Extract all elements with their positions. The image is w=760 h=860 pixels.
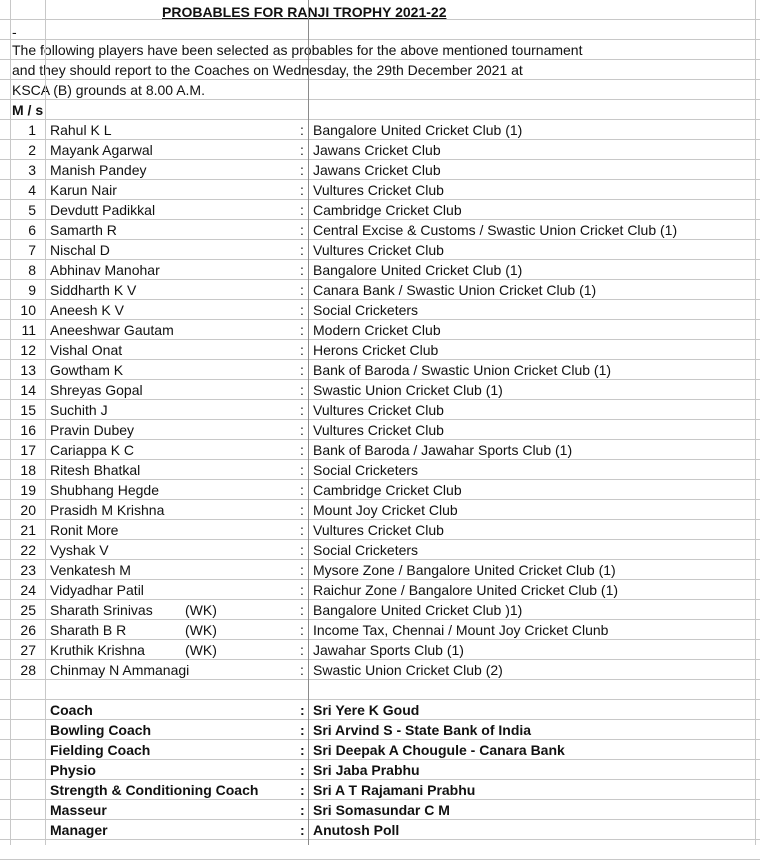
staff-role: Masseur bbox=[50, 802, 107, 818]
separator-colon: : bbox=[300, 262, 304, 278]
player-name: Ritesh Bhatkal bbox=[50, 462, 141, 478]
separator-colon: : bbox=[300, 502, 304, 518]
player-club: Swastic Union Cricket Club (2) bbox=[313, 662, 503, 678]
player-club: Cambridge Cricket Club bbox=[313, 202, 462, 218]
player-number: 10 bbox=[20, 302, 36, 318]
staff-role: Fielding Coach bbox=[50, 742, 151, 758]
staff-role: Bowling Coach bbox=[50, 722, 152, 738]
separator-colon: : bbox=[300, 182, 304, 198]
separator-colon: : bbox=[300, 642, 304, 658]
player-number: 20 bbox=[20, 502, 36, 518]
player-name: Cariappa K C bbox=[50, 442, 135, 458]
grid-line-vertical bbox=[45, 0, 46, 845]
staff-role: Physio bbox=[50, 762, 96, 778]
player-name: Sharath B R bbox=[50, 622, 127, 638]
player-number: 22 bbox=[20, 542, 36, 558]
player-number: 23 bbox=[20, 562, 36, 578]
separator-colon: : bbox=[300, 742, 305, 758]
player-name: Kruthik Krishna bbox=[50, 642, 145, 658]
player-number: 12 bbox=[20, 342, 36, 358]
player-number: 16 bbox=[20, 422, 36, 438]
separator-colon: : bbox=[300, 702, 305, 718]
player-club: Vultures Cricket Club bbox=[313, 522, 444, 538]
player-name: Ronit More bbox=[50, 522, 119, 538]
player-wicketkeeper-tag: (WK) bbox=[185, 642, 217, 658]
player-club: Jawahar Sports Club (1) bbox=[313, 642, 464, 658]
grid-line-horizontal bbox=[0, 79, 760, 80]
player-club: Bangalore United Cricket Club (1) bbox=[313, 262, 523, 278]
grid-line-vertical bbox=[308, 0, 309, 845]
player-name: Shubhang Hegde bbox=[50, 482, 159, 498]
player-name: Pravin Dubey bbox=[50, 422, 135, 438]
player-club: Cambridge Cricket Club bbox=[313, 482, 462, 498]
player-club: Modern Cricket Club bbox=[313, 322, 441, 338]
player-number: 8 bbox=[28, 262, 36, 278]
player-club: Raichur Zone / Bangalore United Cricket Club (1) bbox=[313, 582, 619, 598]
player-number: 2 bbox=[28, 142, 36, 158]
player-name: Nischal D bbox=[50, 242, 110, 258]
player-name: Mayank Agarwal bbox=[50, 142, 153, 158]
separator-colon: : bbox=[300, 562, 304, 578]
player-name: Aneeshwar Gautam bbox=[50, 322, 174, 338]
player-club: Vultures Cricket Club bbox=[313, 242, 444, 258]
intro-line-2: and they should report to the Coaches on Wednesday, the 29th December 2021 at bbox=[12, 62, 523, 78]
player-club: Herons Cricket Club bbox=[313, 342, 439, 358]
player-number: 19 bbox=[20, 482, 36, 498]
staff-name: Sri A T Rajamani Prabhu bbox=[313, 782, 476, 798]
separator-colon: : bbox=[300, 122, 304, 138]
player-number: 6 bbox=[28, 222, 36, 238]
player-number: 9 bbox=[28, 282, 36, 298]
separator-colon: : bbox=[300, 162, 304, 178]
ms-label: M / s bbox=[12, 102, 44, 118]
separator-colon: : bbox=[300, 662, 304, 678]
player-club: Income Tax, Chennai / Mount Joy Cricket Clunb bbox=[313, 622, 609, 638]
staff-name: Sri Yere K Goud bbox=[313, 702, 420, 718]
player-club: Vultures Cricket Club bbox=[313, 182, 444, 198]
player-club: Vultures Cricket Club bbox=[313, 422, 444, 438]
separator-colon: : bbox=[300, 782, 305, 798]
player-club: Social Cricketers bbox=[313, 302, 419, 318]
player-name: Gowtham K bbox=[50, 362, 124, 378]
separator-colon: : bbox=[300, 382, 304, 398]
intro-line-1: The following players have been selected as probables for the above mentioned tournament bbox=[12, 42, 583, 58]
player-club: Bank of Baroda / Jawahar Sports Club (1) bbox=[313, 442, 573, 458]
separator-colon: : bbox=[300, 342, 304, 358]
player-name: Vidyadhar Patil bbox=[50, 582, 144, 598]
player-number: 1 bbox=[28, 122, 36, 138]
dash-mark: - bbox=[12, 24, 17, 40]
player-name: Vishal Onat bbox=[50, 342, 123, 358]
player-number: 13 bbox=[20, 362, 36, 378]
grid-line-horizontal bbox=[0, 39, 760, 40]
separator-colon: : bbox=[300, 722, 305, 738]
separator-colon: : bbox=[300, 802, 305, 818]
document-title: PROBABLES FOR RANJI TROPHY 2021-22 bbox=[162, 4, 447, 20]
player-name: Rahul K L bbox=[50, 122, 112, 138]
player-number: 26 bbox=[20, 622, 36, 638]
player-name: Venkatesh M bbox=[50, 562, 131, 578]
player-club: Social Cricketers bbox=[313, 462, 419, 478]
staff-name: Anutosh Poll bbox=[313, 822, 400, 838]
player-club: Mount Joy Cricket Club bbox=[313, 502, 458, 518]
player-wicketkeeper-tag: (WK) bbox=[185, 602, 217, 618]
player-name: Sharath Srinivas bbox=[50, 602, 153, 618]
player-name: Manish Pandey bbox=[50, 162, 147, 178]
player-club: Social Cricketers bbox=[313, 542, 419, 558]
player-number: 28 bbox=[20, 662, 36, 678]
staff-role: Manager bbox=[50, 822, 108, 838]
separator-colon: : bbox=[300, 622, 304, 638]
separator-colon: : bbox=[300, 142, 304, 158]
player-number: 18 bbox=[20, 462, 36, 478]
separator-colon: : bbox=[300, 242, 304, 258]
player-number: 24 bbox=[20, 582, 36, 598]
player-name: Samarth R bbox=[50, 222, 117, 238]
player-number: 3 bbox=[28, 162, 36, 178]
player-name: Suchith J bbox=[50, 402, 108, 418]
player-club: Jawans Cricket Club bbox=[313, 162, 441, 178]
player-club: Bangalore United Cricket Club (1) bbox=[313, 122, 523, 138]
player-name: Shreyas Gopal bbox=[50, 382, 143, 398]
player-club: Mysore Zone / Bangalore United Cricket Club (1) bbox=[313, 562, 616, 578]
player-club: Swastic Union Cricket Club (1) bbox=[313, 382, 503, 398]
player-number: 21 bbox=[20, 522, 36, 538]
staff-name: Sri Arvind S - State Bank of India bbox=[313, 722, 532, 738]
player-name: Aneesh K V bbox=[50, 302, 124, 318]
player-number: 4 bbox=[28, 182, 36, 198]
separator-colon: : bbox=[300, 442, 304, 458]
player-club: Central Excise & Customs / Swastic Union Cricket Club (1) bbox=[313, 222, 678, 238]
player-number: 17 bbox=[20, 442, 36, 458]
separator-colon: : bbox=[300, 222, 304, 238]
separator-colon: : bbox=[300, 482, 304, 498]
player-name: Abhinav Manohar bbox=[50, 262, 160, 278]
staff-role: Strength & Conditioning Coach bbox=[50, 782, 259, 798]
separator-colon: : bbox=[300, 282, 304, 298]
staff-role: Coach bbox=[50, 702, 93, 718]
player-name: Karun Nair bbox=[50, 182, 117, 198]
grid-line-horizontal bbox=[0, 99, 760, 100]
player-number: 5 bbox=[28, 202, 36, 218]
player-name: Vyshak V bbox=[50, 542, 109, 558]
grid-line-vertical bbox=[755, 0, 756, 845]
grid-line-horizontal bbox=[0, 59, 760, 60]
player-number: 25 bbox=[20, 602, 36, 618]
separator-colon: : bbox=[300, 302, 304, 318]
player-name: Prasidh M Krishna bbox=[50, 502, 165, 518]
player-club: Bangalore United Cricket Club )1) bbox=[313, 602, 523, 618]
player-club: Vultures Cricket Club bbox=[313, 402, 444, 418]
grid-line-horizontal bbox=[0, 19, 760, 20]
intro-line-3: KSCA (B) grounds at 8.00 A.M. bbox=[12, 82, 205, 98]
staff-name: Sri Deepak A Chougule - Canara Bank bbox=[313, 742, 565, 758]
player-name: Siddharth K V bbox=[50, 282, 137, 298]
staff-name: Sri Jaba Prabhu bbox=[313, 762, 420, 778]
separator-colon: : bbox=[300, 362, 304, 378]
player-name: Devdutt Padikkal bbox=[50, 202, 156, 218]
player-number: 11 bbox=[21, 322, 36, 338]
player-club: Jawans Cricket Club bbox=[313, 142, 441, 158]
player-number: 14 bbox=[20, 382, 36, 398]
separator-colon: : bbox=[300, 462, 304, 478]
separator-colon: : bbox=[300, 422, 304, 438]
separator-colon: : bbox=[300, 322, 304, 338]
separator-colon: : bbox=[300, 542, 304, 558]
player-number: 7 bbox=[28, 242, 36, 258]
separator-colon: : bbox=[300, 402, 304, 418]
player-name: Chinmay N Ammanagi bbox=[50, 662, 190, 678]
player-number: 15 bbox=[20, 402, 36, 418]
separator-colon: : bbox=[300, 202, 304, 218]
separator-colon: : bbox=[300, 762, 305, 778]
separator-colon: : bbox=[300, 522, 304, 538]
player-club: Canara Bank / Swastic Union Cricket Club (1) bbox=[313, 282, 597, 298]
player-wicketkeeper-tag: (WK) bbox=[185, 622, 217, 638]
staff-name: Sri Somasundar C M bbox=[313, 802, 450, 818]
separator-colon: : bbox=[300, 602, 304, 618]
separator-colon: : bbox=[300, 822, 305, 838]
separator-colon: : bbox=[300, 582, 304, 598]
player-number: 27 bbox=[20, 642, 36, 658]
player-club: Bank of Baroda / Swastic Union Cricket Club (1) bbox=[313, 362, 612, 378]
